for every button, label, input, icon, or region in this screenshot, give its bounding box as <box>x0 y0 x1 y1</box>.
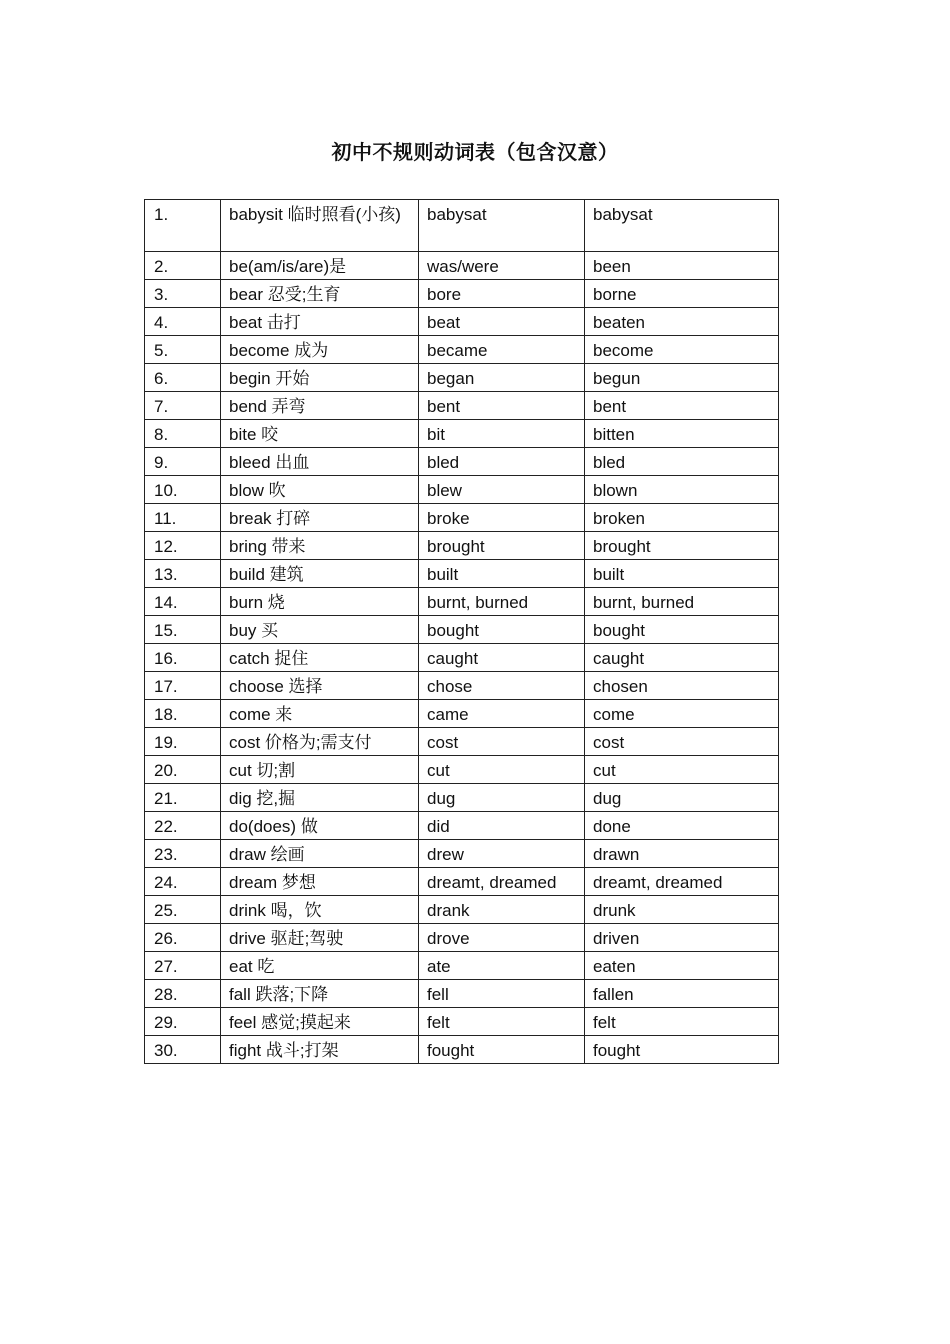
table-row <box>145 200 779 252</box>
table-row <box>145 336 779 364</box>
past-participle-cell: drunk <box>585 896 779 924</box>
base-form-cell: beat 击打 <box>221 308 419 336</box>
base-form-cell: babysit 临时照看(小孩) <box>221 200 419 252</box>
base-form-cell: bleed 出血 <box>221 448 419 476</box>
past-participle-cell: bought <box>585 616 779 644</box>
base-form-cell: blow 吹 <box>221 476 419 504</box>
past-tense-cell: drank <box>419 896 585 924</box>
past-participle-cell: beaten <box>585 308 779 336</box>
row-number: 27. <box>145 952 221 980</box>
row-number: 23. <box>145 840 221 868</box>
past-participle-cell: burnt, burned <box>585 588 779 616</box>
base-form-cell: bend 弄弯 <box>221 392 419 420</box>
table-row <box>145 532 779 560</box>
past-participle-cell: dreamt, dreamed <box>585 868 779 896</box>
past-tense-cell: bent <box>419 392 585 420</box>
row-number: 28. <box>145 980 221 1008</box>
table-row <box>145 420 779 448</box>
base-form-cell: draw 绘画 <box>221 840 419 868</box>
table-row <box>145 588 779 616</box>
past-participle-cell: become <box>585 336 779 364</box>
table-row <box>145 756 779 784</box>
base-form-cell: become 成为 <box>221 336 419 364</box>
row-number: 12. <box>145 532 221 560</box>
row-number: 19. <box>145 728 221 756</box>
table-row <box>145 616 779 644</box>
row-number: 3. <box>145 280 221 308</box>
base-form-cell: bring 带来 <box>221 532 419 560</box>
table-row <box>145 700 779 728</box>
past-tense-cell: babysat <box>419 200 585 252</box>
table-row <box>145 1008 779 1036</box>
past-participle-cell: done <box>585 812 779 840</box>
past-tense-cell: felt <box>419 1008 585 1036</box>
base-form-cell: cut 切;割 <box>221 756 419 784</box>
base-form-cell: drink 喝，饮 <box>221 896 419 924</box>
base-form-cell: fight 战斗;打架 <box>221 1036 419 1064</box>
row-number: 1. <box>145 200 221 252</box>
past-participle-cell: chosen <box>585 672 779 700</box>
row-number: 17. <box>145 672 221 700</box>
past-participle-cell: bled <box>585 448 779 476</box>
past-tense-cell: caught <box>419 644 585 672</box>
row-number: 30. <box>145 1036 221 1064</box>
past-tense-cell: chose <box>419 672 585 700</box>
table-row <box>145 812 779 840</box>
page-title: 初中不规则动词表（包含汉意） <box>331 140 619 164</box>
past-participle-cell: driven <box>585 924 779 952</box>
past-tense-cell: became <box>419 336 585 364</box>
row-number: 25. <box>145 896 221 924</box>
table-row <box>145 280 779 308</box>
table-row <box>145 980 779 1008</box>
table-row <box>145 644 779 672</box>
past-tense-cell: was/were <box>419 252 585 280</box>
table-row <box>145 364 779 392</box>
row-number: 14. <box>145 588 221 616</box>
past-tense-cell: did <box>419 812 585 840</box>
past-tense-cell: cost <box>419 728 585 756</box>
past-participle-cell: begun <box>585 364 779 392</box>
past-tense-cell: bled <box>419 448 585 476</box>
verb-table-body <box>145 200 779 1064</box>
base-form-cell: break 打碎 <box>221 504 419 532</box>
row-number: 15. <box>145 616 221 644</box>
table-row <box>145 728 779 756</box>
base-form-cell: drive 驱赶;驾驶 <box>221 924 419 952</box>
row-number: 26. <box>145 924 221 952</box>
past-participle-cell: broken <box>585 504 779 532</box>
row-number: 16. <box>145 644 221 672</box>
table-row <box>145 784 779 812</box>
base-form-cell: bear 忍受;生育 <box>221 280 419 308</box>
past-participle-cell: fallen <box>585 980 779 1008</box>
row-number: 8. <box>145 420 221 448</box>
past-participle-cell: been <box>585 252 779 280</box>
past-tense-cell: beat <box>419 308 585 336</box>
past-participle-cell: cost <box>585 728 779 756</box>
table-row <box>145 392 779 420</box>
past-tense-cell: came <box>419 700 585 728</box>
row-number: 21. <box>145 784 221 812</box>
past-tense-cell: burnt, burned <box>419 588 585 616</box>
past-tense-cell: drove <box>419 924 585 952</box>
base-form-cell: dream 梦想 <box>221 868 419 896</box>
past-participle-cell: babysat <box>585 200 779 252</box>
base-form-cell: bite 咬 <box>221 420 419 448</box>
table-row <box>145 1036 779 1064</box>
past-participle-cell: cut <box>585 756 779 784</box>
past-participle-cell: come <box>585 700 779 728</box>
past-tense-cell: began <box>419 364 585 392</box>
base-form-cell: be(am/is/are)是 <box>221 252 419 280</box>
table-row <box>145 448 779 476</box>
past-tense-cell: cut <box>419 756 585 784</box>
past-participle-cell: blown <box>585 476 779 504</box>
past-tense-cell: fell <box>419 980 585 1008</box>
row-number: 22. <box>145 812 221 840</box>
row-number: 11. <box>145 504 221 532</box>
base-form-cell: dig 挖,掘 <box>221 784 419 812</box>
table-row <box>145 560 779 588</box>
past-tense-cell: ate <box>419 952 585 980</box>
past-tense-cell: fought <box>419 1036 585 1064</box>
past-participle-cell: built <box>585 560 779 588</box>
irregular-verb-table <box>144 199 779 1064</box>
row-number: 24. <box>145 868 221 896</box>
past-tense-cell: drew <box>419 840 585 868</box>
past-participle-cell: felt <box>585 1008 779 1036</box>
row-number: 9. <box>145 448 221 476</box>
table-row <box>145 896 779 924</box>
past-participle-cell: bent <box>585 392 779 420</box>
past-tense-cell: bore <box>419 280 585 308</box>
past-participle-cell: eaten <box>585 952 779 980</box>
row-number: 18. <box>145 700 221 728</box>
past-tense-cell: dreamt, dreamed <box>419 868 585 896</box>
table-row <box>145 924 779 952</box>
base-form-cell: fall 跌落;下降 <box>221 980 419 1008</box>
table-row <box>145 308 779 336</box>
past-participle-cell: drawn <box>585 840 779 868</box>
row-number: 7. <box>145 392 221 420</box>
row-number: 2. <box>145 252 221 280</box>
base-form-cell: begin 开始 <box>221 364 419 392</box>
base-form-cell: build 建筑 <box>221 560 419 588</box>
table-row <box>145 840 779 868</box>
past-tense-cell: brought <box>419 532 585 560</box>
base-form-cell: come 来 <box>221 700 419 728</box>
table-row <box>145 252 779 280</box>
row-number: 4. <box>145 308 221 336</box>
past-participle-cell: caught <box>585 644 779 672</box>
past-tense-cell: built <box>419 560 585 588</box>
base-form-cell: choose 选择 <box>221 672 419 700</box>
table-row <box>145 672 779 700</box>
row-number: 10. <box>145 476 221 504</box>
row-number: 6. <box>145 364 221 392</box>
row-number: 5. <box>145 336 221 364</box>
row-number: 20. <box>145 756 221 784</box>
base-form-cell: eat 吃 <box>221 952 419 980</box>
past-participle-cell: dug <box>585 784 779 812</box>
base-form-cell: cost 价格为;需支付 <box>221 728 419 756</box>
past-tense-cell: bit <box>419 420 585 448</box>
row-number: 13. <box>145 560 221 588</box>
table-row <box>145 476 779 504</box>
base-form-cell: feel 感觉;摸起来 <box>221 1008 419 1036</box>
table-row <box>145 952 779 980</box>
base-form-cell: catch 捉住 <box>221 644 419 672</box>
past-participle-cell: brought <box>585 532 779 560</box>
past-tense-cell: broke <box>419 504 585 532</box>
past-participle-cell: bitten <box>585 420 779 448</box>
base-form-cell: buy 买 <box>221 616 419 644</box>
past-participle-cell: borne <box>585 280 779 308</box>
base-form-cell: do(does) 做 <box>221 812 419 840</box>
base-form-cell: burn 烧 <box>221 588 419 616</box>
table-row <box>145 868 779 896</box>
row-number: 29. <box>145 1008 221 1036</box>
table-row <box>145 504 779 532</box>
past-tense-cell: bought <box>419 616 585 644</box>
past-tense-cell: dug <box>419 784 585 812</box>
past-tense-cell: blew <box>419 476 585 504</box>
past-participle-cell: fought <box>585 1036 779 1064</box>
